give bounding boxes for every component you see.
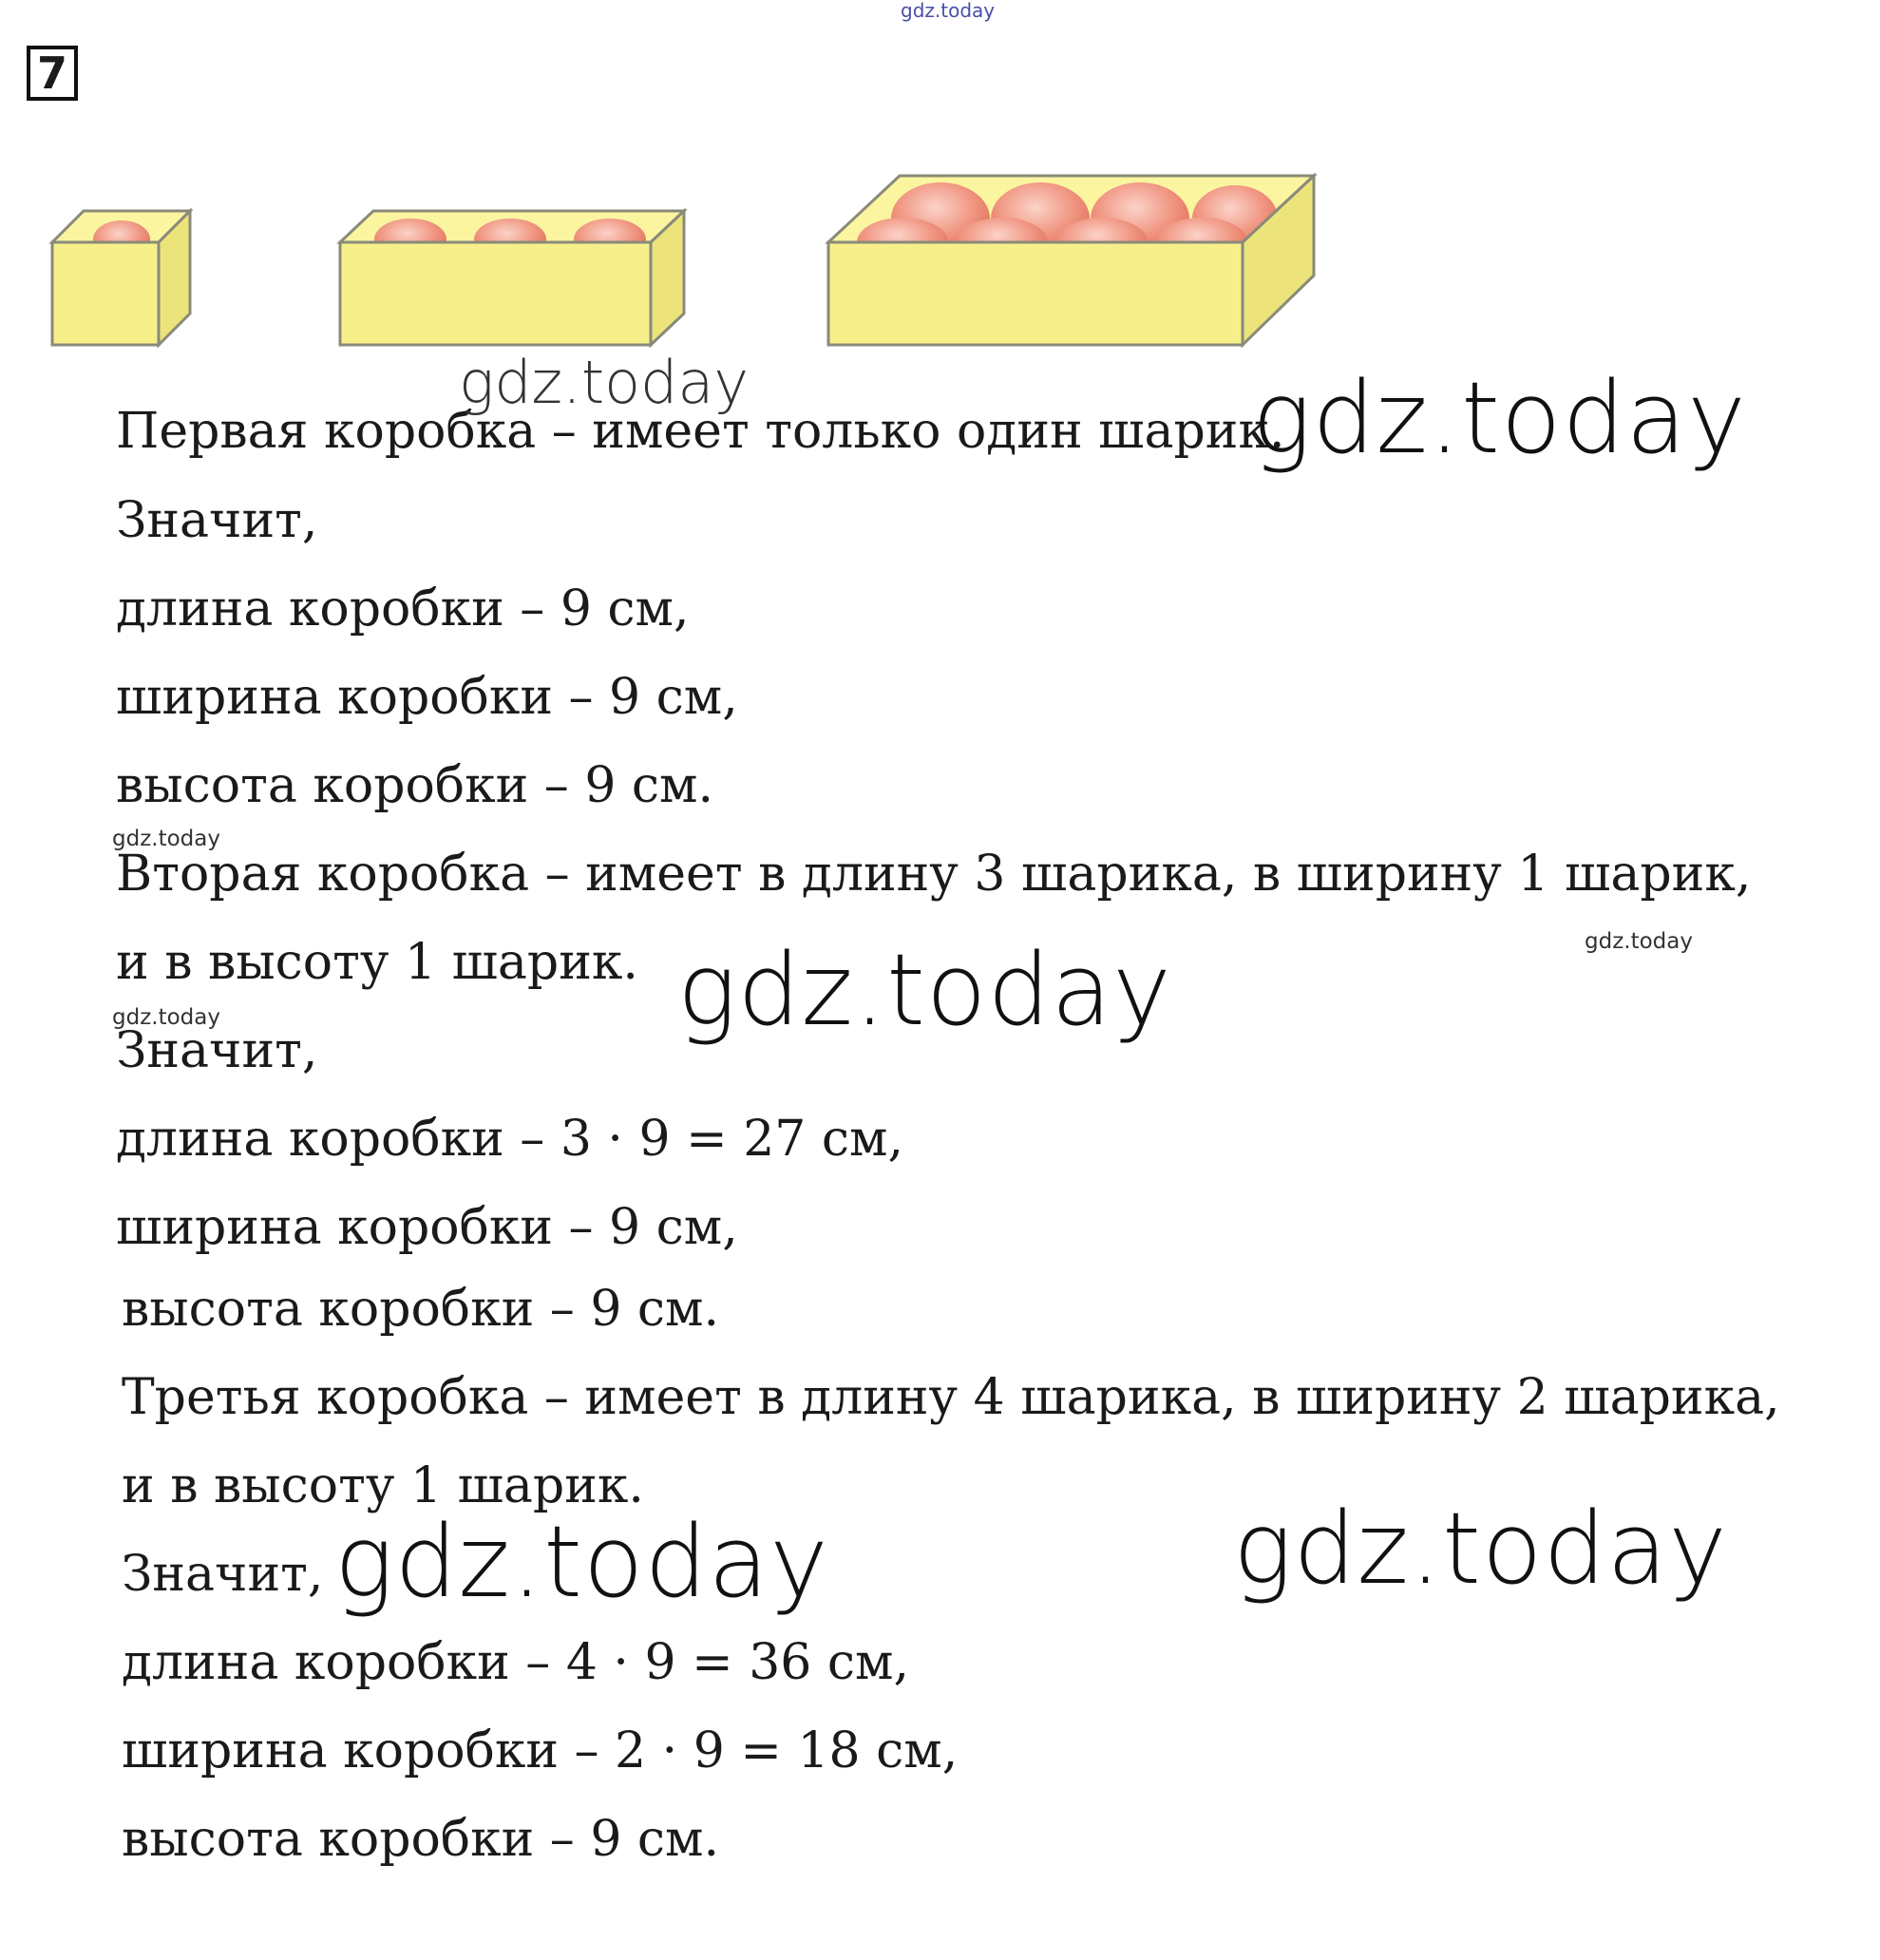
box-1	[52, 211, 190, 345]
text-line-10: ширина коробки – 9 см,	[116, 1199, 738, 1256]
text-line-15: длина коробки – 4 · 9 = 36 см,	[122, 1634, 910, 1691]
watermark: gdz.today	[1233, 1491, 1728, 1607]
text-line-9: длина коробки – 3 · 9 = 27 см,	[116, 1111, 904, 1168]
text-line-16: ширина коробки – 2 · 9 = 18 см,	[122, 1722, 959, 1779]
text-line-1: Первая коробка – имеет только один шарик.	[116, 403, 1285, 460]
text-line-2: Значит,	[116, 492, 318, 549]
watermark: gdz.today	[677, 932, 1172, 1048]
watermark: gdz.today	[1585, 929, 1693, 954]
text-line-7: и в высоту 1 шарик.	[116, 934, 638, 991]
text-line-17: высота коробки – 9 см.	[122, 1811, 720, 1868]
watermark: gdz.today	[112, 1005, 220, 1030]
text-line-6: Вторая коробка – имеет в длину 3 шарика, в ширину 1 шарик,	[116, 846, 1752, 903]
task-number-badge: 7	[27, 46, 78, 101]
box-3	[828, 176, 1314, 345]
text-line-13: и в высоту 1 шарик.	[122, 1457, 644, 1514]
text-line-14: Значит,	[122, 1546, 324, 1603]
watermark: gdz.today	[459, 348, 750, 417]
text-line-4: ширина коробки – 9 см,	[116, 669, 738, 726]
text-line-11: высота коробки – 9 см.	[122, 1281, 720, 1338]
boxes-illustration	[0, 152, 1349, 371]
watermark: gdz.today	[112, 827, 220, 851]
text-line-5: высота коробки – 9 см.	[116, 757, 714, 814]
text-line-3: длина коробки – 9 см,	[116, 580, 690, 637]
watermark: gdz.today	[1252, 360, 1747, 476]
box-2	[340, 211, 684, 345]
watermark-top: gdz.today	[901, 0, 996, 22]
text-line-12: Третья коробка – имеет в длину 4 шарика, в ширину 2 шарика,	[122, 1369, 1780, 1426]
text-line-8: Значит,	[116, 1022, 318, 1079]
watermark: gdz.today	[334, 1504, 829, 1620]
